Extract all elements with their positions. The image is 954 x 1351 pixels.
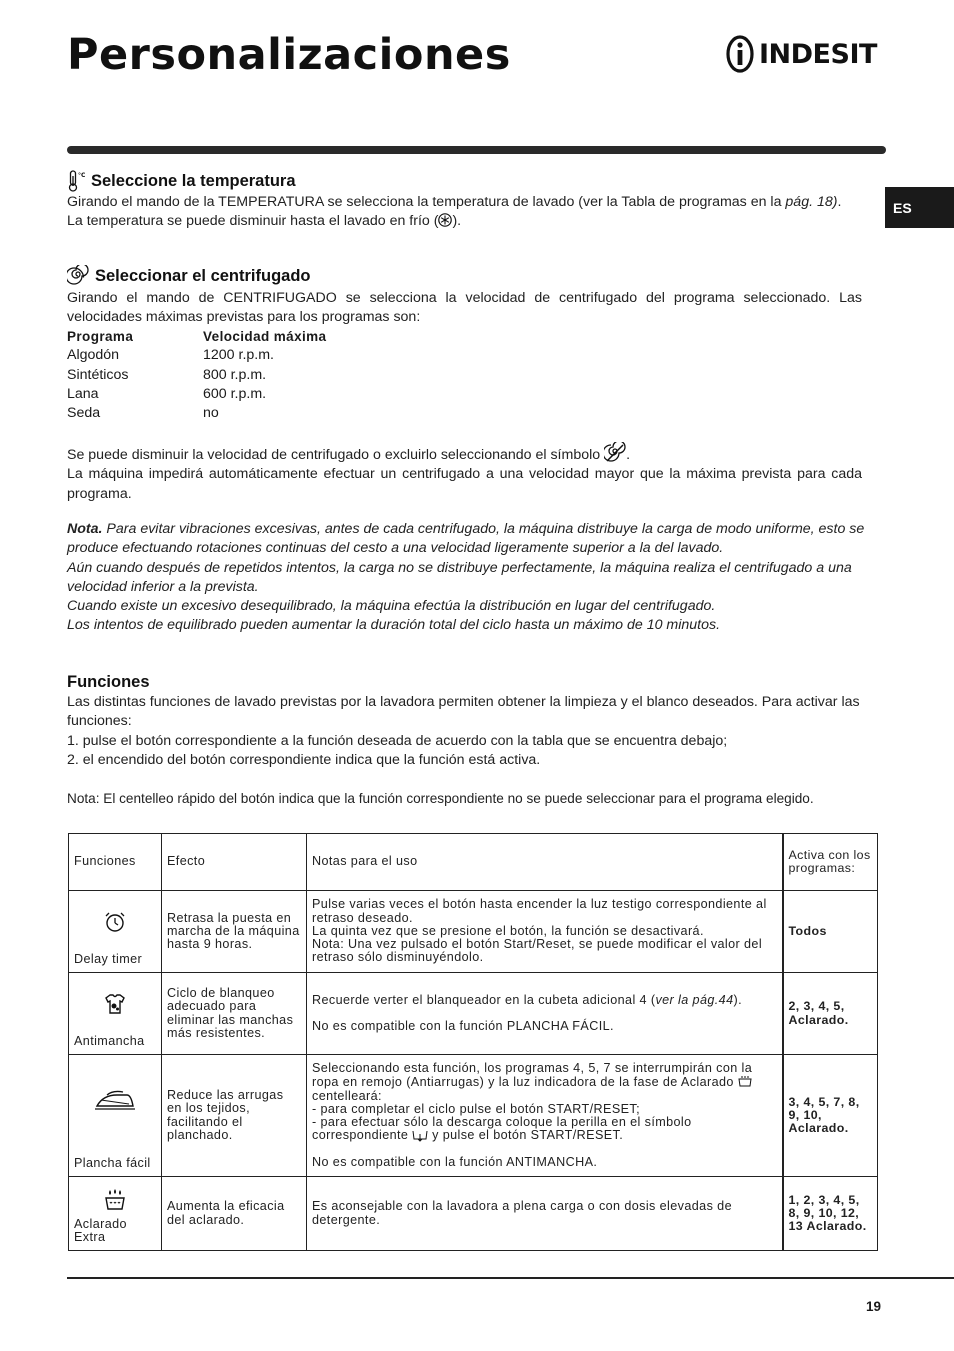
table-row xyxy=(69,891,878,973)
notas-line: Seleccionando esta función, los programas 4, 5, 7 se interrumpirán con la ropa en remojo (Antiarrugas) y la luz indicadora de la fase de Aclarado xyxy=(312,1061,753,1090)
funciones-step2: 2. el encendido del botón correspondiente indica que la función está activa. xyxy=(67,751,541,768)
temperatura-line1: Girando el mando de la TEMPERATURA se selecciona la temperatura de lavado (ver la Tabla de programas en la xyxy=(67,194,786,210)
notas-line: Pulse varias veces el botón hasta encender la luz testigo correspondiente al retraso deseado. xyxy=(312,897,767,925)
temperatura-line1-end: . xyxy=(837,194,842,210)
activa-cell: 2, 3, 4, 5, Aclarado. xyxy=(783,973,878,1055)
iron-icon xyxy=(93,1089,137,1113)
notas-line: Recuerde verter el blanqueador en la cubeta adicional 4 ( xyxy=(312,992,656,1007)
temperatura-line2: La temperatura se puede disminuir hasta el lavado en frío ( xyxy=(67,213,439,230)
functions-table-header xyxy=(69,834,878,891)
brand-name: INDESIT xyxy=(759,38,877,70)
header-funciones: Funciones xyxy=(69,834,162,891)
activa-cell: 1, 2, 3, 4, 5, 8, 9, 10, 12, 13 Aclarado. xyxy=(783,1177,878,1251)
notas-line: No es compatible con la función PLANCHA FÁCIL. xyxy=(312,1019,614,1033)
svg-text:°C: °C xyxy=(78,172,85,179)
funciones-step1: 1. pulse el botón correspondiente a la función deseada de acuerdo con la tabla que se encuentra debajo; xyxy=(67,732,728,749)
programa-cell: Seda xyxy=(67,405,101,422)
function-name: Aclarado Extra xyxy=(74,1216,127,1244)
programa-cell: Sintéticos xyxy=(67,366,129,383)
page-title: Personalizaciones xyxy=(67,30,511,80)
speed-table xyxy=(67,327,326,423)
note-p1: Para evitar vibraciones excesivas, antes de cada centrifugado, la máquina distribuye la carga de modo uniforme, esto se produce efectuando rotaciones continuas del cesto a una velocidad ligeramente superior a la del lavado. xyxy=(67,521,865,557)
notas-cell: Es aconsejable con la lavadora a plena carga o con dosis elevadas de detergente. xyxy=(307,1177,783,1251)
table-row xyxy=(69,1177,878,1251)
funciones-note: Nota: El centelleo rápido del botón indica que la función correspondiente no se puede seleccionar para el programa elegido. xyxy=(67,791,814,806)
functions-table xyxy=(68,833,878,1251)
footer-divider xyxy=(67,1277,954,1279)
section-heading-centrifugado xyxy=(67,265,310,287)
note-p3: Cuando existe un excesivo desequilibrado, la máquina efectúa la distribución en lugar del centrifugado. xyxy=(67,598,716,615)
thermometer-icon xyxy=(67,170,85,192)
function-name: Antimancha xyxy=(74,1033,145,1048)
programa-cell: Algodón xyxy=(67,347,120,364)
exclude-text-end: . xyxy=(626,447,631,463)
programa-cell: Lana xyxy=(67,385,99,402)
section-heading-temperatura xyxy=(67,170,296,192)
note-label: Nota. xyxy=(67,521,103,537)
brand-logo xyxy=(726,34,877,74)
section-heading-funciones: Funciones xyxy=(67,673,150,691)
centrifugado-intro: Girando el mando de CENTRIFUGADO se selecciona la velocidad de centrifugado del programa seleccionado. Las velocidades máximas previstas para los programas son: xyxy=(67,290,862,326)
function-name: Plancha fácil xyxy=(74,1155,151,1170)
header-divider xyxy=(67,146,886,154)
notas-line: - para efectuar sólo la descarga coloque la perilla en el símbolo correspondiente xyxy=(312,1115,692,1143)
drain-icon xyxy=(412,1129,428,1142)
notas-cell xyxy=(307,1055,783,1177)
header-efecto: Efecto xyxy=(162,834,307,891)
speed-table-header xyxy=(67,327,326,346)
efecto-cell: Reduce las arrugas en los tejidos, facilitando el planchado. xyxy=(162,1055,307,1177)
velocidad-cell: 600 r.p.m. xyxy=(203,385,267,402)
notas-line-end: centelleará: xyxy=(312,1088,382,1103)
table-row xyxy=(67,346,326,365)
activa-cell: 3, 4, 5, 7, 8, 9, 10, Aclarado. xyxy=(783,1055,878,1177)
function-cell xyxy=(69,891,162,973)
header-activa: Activa con los programas: xyxy=(783,834,878,891)
spin-icon xyxy=(67,265,89,287)
language-tab: ES xyxy=(885,187,954,228)
header-programa: Programa xyxy=(67,329,134,344)
notas-line: - para completar el ciclo pulse el botón START/RESET; xyxy=(312,1101,641,1116)
header-notas: Notas para el uso xyxy=(307,834,783,891)
function-cell xyxy=(69,973,162,1055)
centrifugado-note xyxy=(67,520,867,636)
extra-rinse-icon xyxy=(103,1187,127,1211)
exclude-text: Se puede disminuir la velocidad de centrifugado o excluirlo seleccionando el símbolo xyxy=(67,447,605,463)
no-spin-icon xyxy=(604,442,626,464)
efecto-cell: Retrasa la puesta en marcha de la máquina hasta 9 horas. xyxy=(162,891,307,973)
heading-text: Seleccionar el centrifugado xyxy=(95,266,311,285)
heading-text: Seleccione la temperatura xyxy=(91,171,296,190)
notas-line: Nota: Una vez pulsado el botón Start/Reset, se puede modificar el valor del retraso sólo disminuyéndolo. xyxy=(312,937,763,965)
activa-cell: Todos xyxy=(783,891,878,973)
velocidad-cell: 1200 r.p.m. xyxy=(203,347,274,364)
velocidad-cell: no xyxy=(203,405,219,422)
table-row xyxy=(67,366,326,385)
temperatura-text xyxy=(67,193,887,232)
cold-wash-icon xyxy=(438,213,452,227)
notas-line: No es compatible con la función ANTIMANCHA. xyxy=(312,1154,598,1169)
notas-cell xyxy=(307,973,783,1055)
page-ref: ver la pág.44 xyxy=(655,992,734,1007)
efecto-cell: Aumenta la eficacia del aclarado. xyxy=(162,1177,307,1251)
temperatura-line2-end: ). xyxy=(452,213,462,230)
note-p4: Los intentos de equilibrado pueden aumentar la duración total del ciclo hasta un máximo de 10 minutos. xyxy=(67,617,721,634)
note-p2: Aún cuando después de repetidos intentos, la carga no se distribuye perfectamente, la máquina realiza el centrifugado a una velocidad inferior a la prevista. xyxy=(67,559,852,595)
header-velocidad: Velocidad máxima xyxy=(203,329,327,344)
notas-line-end: ). xyxy=(733,992,742,1007)
funciones-text xyxy=(67,693,867,770)
stain-shirt-icon xyxy=(102,991,128,1017)
velocidad-cell: 800 r.p.m. xyxy=(203,366,267,383)
rinse-icon xyxy=(738,1075,752,1087)
table-row xyxy=(69,973,878,1055)
centrifugado-exclude-text xyxy=(67,442,862,504)
delay-timer-icon xyxy=(102,909,128,935)
notas-cell xyxy=(307,891,783,973)
notas-line: La quinta vez que se presione el botón, la función se desactivará. xyxy=(312,923,704,938)
max-speed-text: La máquina impedirá automáticamente efectuar un centrifugado a una velocidad mayor que la máxima prevista para cada programa. xyxy=(67,466,862,502)
efecto-cell: Ciclo de blanqueo adecuado para eliminar las manchas más resistentes. xyxy=(162,973,307,1055)
function-cell xyxy=(69,1177,162,1251)
table-row xyxy=(67,385,326,404)
temperatura-page-ref: pág. 18) xyxy=(785,194,838,210)
indesit-i-logo-icon xyxy=(726,34,754,74)
notas-line-end: y pulse el botón START/RESET. xyxy=(428,1128,624,1143)
table-row xyxy=(69,1055,878,1177)
funciones-intro: Las distintas funciones de lavado previstas por la lavadora permiten obtener la limpieza y el blanco deseados. Para activar las funciones: xyxy=(67,694,860,730)
function-cell xyxy=(69,1055,162,1177)
page-number: 19 xyxy=(866,1299,882,1314)
function-name: Delay timer xyxy=(74,951,143,966)
table-row xyxy=(67,404,326,423)
